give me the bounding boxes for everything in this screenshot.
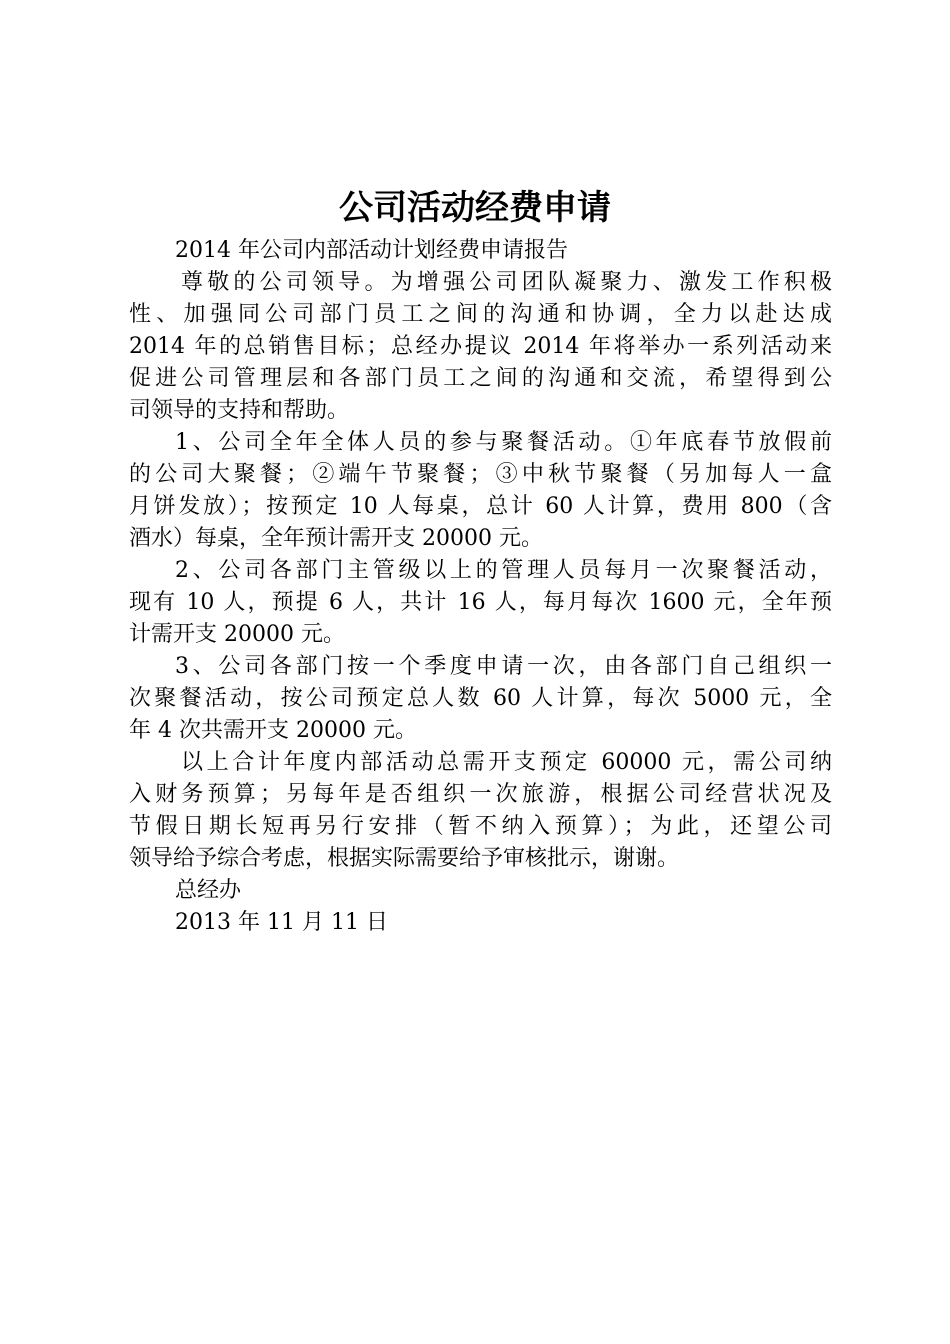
paragraph-item-1-line: 酒水）每桌，全年预计需开支 20000 元。 [129,526,543,551]
paragraph-item-2-line: 2、公司各部门主管级以上的管理人员每月一次聚餐活动， [175,558,832,583]
paragraph-intro-line: 2014 年的总销售目标；总经办提议 2014 年将举办一系列活动来 [129,334,832,359]
paragraph-summary-line: 节假日期长短再另行安排（暂不纳入预算）；为此，还望公司 [129,814,832,839]
signature-department: 总经办 [175,878,242,903]
paragraph-item-2-line: 现有 10 人，预提 6 人，共计 16 人，每月每次 1600 元，全年预 [129,590,832,615]
paragraph-item-1-line: 1、公司全年全体人员的参与聚餐活动。①年底春节放假前 [175,430,832,455]
report-subtitle: 2014 年公司内部活动计划经费申请报告 [175,238,568,263]
paragraph-summary-line: 入财务预算；另每年是否组织一次旅游，根据公司经营状况及 [129,782,832,807]
paragraph-intro-line: 促进公司管理层和各部门员工之间的沟通和交流，希望得到公 [129,366,832,391]
paragraph-item-3-line: 次聚餐活动，按公司预定总人数 60 人计算，每次 5000 元，全 [129,686,832,711]
paragraph-intro-line: 司领导的支持和帮助。 [129,398,350,423]
document-title: 公司活动经费申请 [339,188,611,228]
paragraph-intro-line: 性、加强同公司部门员工之间的沟通和协调，全力以赴达成 [129,302,832,327]
signature-date: 2013 年 11 月 11 日 [175,910,388,935]
paragraph-item-3-line: 年 4 次共需开支 20000 元。 [129,718,417,743]
paragraph-summary-line: 以上合计年度内部活动总需开支预定 60000 元，需公司纳 [181,750,832,775]
paragraph-item-1-line: 的公司大聚餐；②端午节聚餐；③中秋节聚餐（另加每人一盒 [129,462,832,487]
paragraph-item-2-line: 计需开支 20000 元。 [129,622,345,647]
paragraph-intro-line: 尊敬的公司领导。为增强公司团队凝聚力、激发工作积极 [181,270,832,295]
paragraph-item-3-line: 3、公司各部门按一个季度申请一次，由各部门自己组织一 [175,654,832,679]
paragraph-summary-line: 领导给予综合考虑，根据实际需要给予审核批示，谢谢。 [129,846,680,871]
paragraph-item-1-line: 月饼发放）；按预定 10 人每桌，总计 60 人计算，费用 800（含 [129,494,832,519]
document-body [129,235,832,939]
